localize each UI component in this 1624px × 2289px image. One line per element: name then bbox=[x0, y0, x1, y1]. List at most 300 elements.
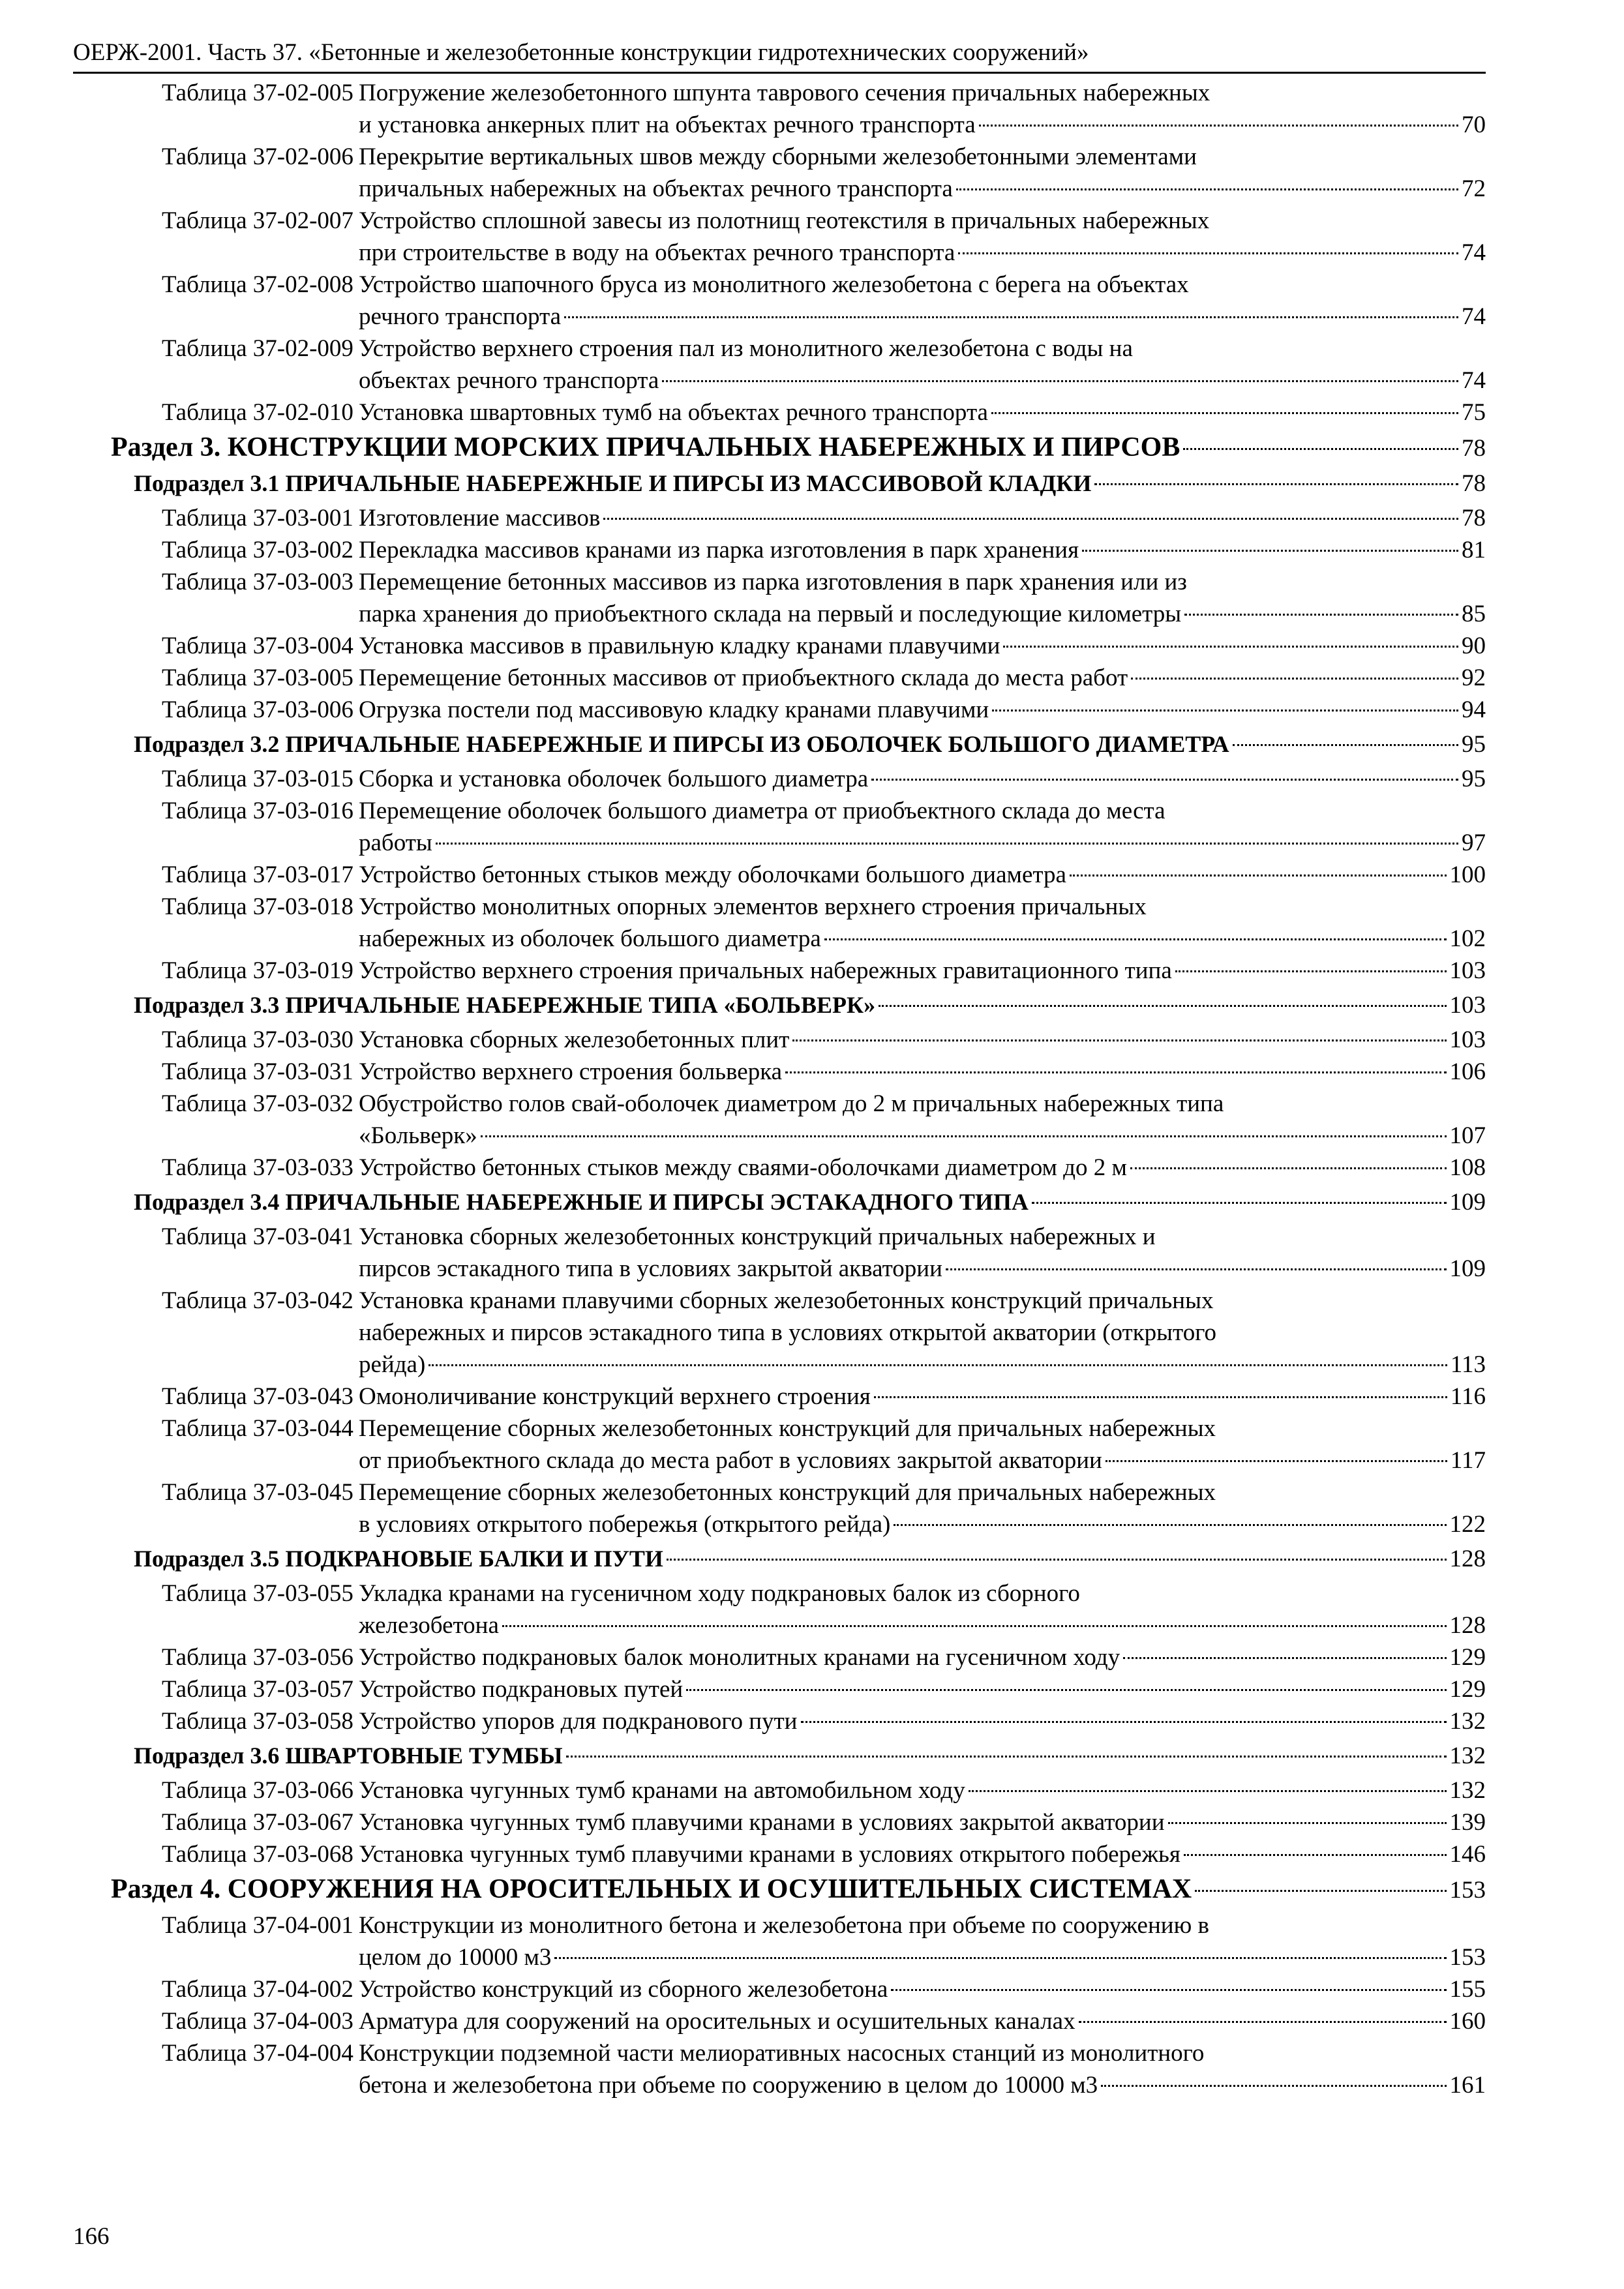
table-description bbox=[359, 2005, 1486, 2037]
table-number: Таблица 37-03-003 bbox=[162, 569, 353, 595]
page-ref: 74 bbox=[1462, 367, 1486, 394]
dot-leader bbox=[891, 1989, 1446, 1991]
dot-leader bbox=[667, 1559, 1447, 1561]
dot-leader bbox=[824, 938, 1447, 940]
table-description bbox=[359, 502, 1486, 534]
dot-leader bbox=[1184, 614, 1458, 616]
table-number: Таблица 37-03-030 bbox=[162, 1026, 353, 1053]
table-number: Таблица 37-02-009 bbox=[162, 335, 353, 362]
description-line: Сборка и установка оболочек большого диаметра bbox=[359, 766, 869, 792]
subsection-heading[interactable] bbox=[73, 1740, 1486, 1772]
dot-leader bbox=[991, 412, 1458, 414]
running-header: ОЕРЖ-2001. Часть 37. «Бетонные и железобетонные конструкции гидротехнических сооружений» bbox=[73, 39, 1089, 66]
description-line: Перемещение сборных железобетонных конструкций для причальных набережных bbox=[359, 1415, 1216, 1442]
description-line: Огрузка постели под массивовую кладку кранами плавучими bbox=[359, 696, 989, 723]
toc-line bbox=[359, 365, 1486, 396]
table-description bbox=[359, 859, 1486, 891]
page-ref: 106 bbox=[1449, 1058, 1486, 1085]
table-number: Таблица 37-03-001 bbox=[162, 505, 353, 531]
dot-leader bbox=[1070, 875, 1447, 876]
table-description bbox=[359, 763, 1486, 795]
description-line: причальных набережных на объектах речного транспорта bbox=[359, 175, 953, 202]
toc-line bbox=[359, 1381, 1486, 1413]
toc-entry[interactable] bbox=[73, 1024, 1486, 1056]
description-line: Устройство подкрановых балок монолитных кранами на гусеничном ходу bbox=[359, 1644, 1120, 1671]
description-line: железобетона bbox=[359, 1612, 499, 1639]
dot-leader bbox=[603, 518, 1458, 520]
table-description bbox=[359, 1774, 1486, 1806]
toc-line bbox=[359, 1056, 1486, 1088]
table-description bbox=[359, 1056, 1486, 1088]
toc-line bbox=[359, 1806, 1486, 1838]
toc-entry[interactable] bbox=[73, 502, 1486, 534]
table-description bbox=[359, 566, 1486, 630]
toc-line bbox=[359, 1349, 1486, 1381]
toc-line bbox=[359, 77, 1486, 109]
toc-line bbox=[111, 1874, 1486, 1906]
table-description bbox=[359, 1578, 1486, 1641]
table-number: Таблица 37-03-002 bbox=[162, 537, 353, 563]
table-number: Таблица 37-03-066 bbox=[162, 1777, 353, 1804]
toc-line bbox=[359, 630, 1486, 662]
table-number: Таблица 37-03-018 bbox=[162, 893, 353, 920]
toc-line bbox=[359, 2069, 1486, 2101]
toc-entry[interactable] bbox=[73, 859, 1486, 891]
section-title: Раздел 4. СООРУЖЕНИЯ НА ОРОСИТЕЛЬНЫХ И ОСУШИТЕЛЬНЫХ СИСТЕМАХ bbox=[111, 1874, 1192, 1904]
page-ref: 108 bbox=[1449, 1154, 1486, 1181]
toc-entry[interactable] bbox=[73, 1838, 1486, 1870]
page-ref: 109 bbox=[1449, 1255, 1486, 1282]
table-number: Таблица 37-02-010 bbox=[162, 399, 353, 426]
description-line: от приобъектного склада до места работ в условиях закрытой акватории bbox=[359, 1447, 1102, 1474]
description-line: объектах речного транспорта bbox=[359, 367, 659, 394]
toc-line bbox=[359, 859, 1486, 891]
description-line: Погружение железобетонного шпунта таврового сечения причальных набережных bbox=[359, 80, 1210, 106]
toc-line bbox=[359, 1285, 1486, 1317]
toc-line bbox=[359, 566, 1486, 598]
toc-entry[interactable] bbox=[73, 763, 1486, 795]
toc-line bbox=[359, 2005, 1486, 2037]
table-number: Таблица 37-03-016 bbox=[162, 798, 353, 824]
dot-leader bbox=[958, 252, 1458, 254]
table-number: Таблица 37-03-031 bbox=[162, 1058, 353, 1085]
dot-leader bbox=[879, 1005, 1446, 1007]
toc-line bbox=[359, 795, 1486, 827]
table-description bbox=[359, 1673, 1486, 1705]
toc-entry[interactable] bbox=[73, 1673, 1486, 1705]
subsection-heading[interactable] bbox=[73, 989, 1486, 1021]
toc-line bbox=[359, 1152, 1486, 1184]
page-ref: 139 bbox=[1449, 1809, 1486, 1836]
description-line: Перемещение бетонных массивов от приобъектного склада до места работ bbox=[359, 665, 1128, 691]
description-line: Перекладка массивов кранами из парка изготовления в парк хранения bbox=[359, 537, 1079, 563]
toc-line bbox=[359, 1641, 1486, 1673]
table-number: Таблица 37-02-005 bbox=[162, 80, 353, 106]
description-line: набережных и пирсов эстакадного типа в условиях открытой акватории (открытого bbox=[359, 1319, 1216, 1346]
toc-line bbox=[134, 989, 1486, 1021]
toc-entry[interactable] bbox=[73, 1705, 1486, 1737]
description-line: парка хранения до приобъектного склада на первый и последующие километры bbox=[359, 601, 1182, 627]
dot-leader bbox=[566, 1756, 1447, 1758]
subsection-title: Подраздел 3.1 ПРИЧАЛЬНЫЕ НАБЕРЕЖНЫЕ И ПИРСЫ ИЗ МАССИВОВОЙ КЛАДКИ bbox=[134, 470, 1092, 496]
dot-leader bbox=[979, 125, 1458, 127]
toc-entry[interactable] bbox=[73, 205, 1486, 269]
table-description bbox=[359, 1476, 1486, 1540]
toc-line bbox=[359, 1909, 1486, 1941]
page-ref: 128 bbox=[1449, 1546, 1486, 1572]
description-line: Арматура для сооружений на оросительных и осушительных каналах bbox=[359, 2008, 1075, 2035]
toc-line bbox=[359, 1088, 1486, 1120]
page-ref: 117 bbox=[1450, 1447, 1486, 1474]
table-description bbox=[359, 269, 1486, 333]
page-ref: 100 bbox=[1449, 861, 1486, 888]
page-ref: 129 bbox=[1449, 1644, 1486, 1671]
page-ref: 113 bbox=[1450, 1351, 1486, 1378]
page-ref: 132 bbox=[1449, 1743, 1486, 1769]
table-number: Таблица 37-02-006 bbox=[162, 143, 353, 170]
toc-line bbox=[359, 1253, 1486, 1285]
toc-entry[interactable] bbox=[73, 2037, 1486, 2101]
toc-entry[interactable] bbox=[73, 1578, 1486, 1641]
toc-entry[interactable] bbox=[73, 1973, 1486, 2005]
page-ref: 74 bbox=[1462, 303, 1486, 330]
page-ref: 109 bbox=[1449, 1189, 1486, 1216]
page-ref: 103 bbox=[1449, 1026, 1486, 1053]
table-description bbox=[359, 955, 1486, 987]
toc-entry[interactable] bbox=[73, 396, 1486, 428]
toc-line bbox=[359, 141, 1486, 173]
dot-leader bbox=[1082, 550, 1458, 552]
table-number: Таблица 37-03-041 bbox=[162, 1223, 353, 1250]
toc-line bbox=[359, 1444, 1486, 1476]
toc-line bbox=[359, 1221, 1486, 1253]
page-ref: 116 bbox=[1450, 1383, 1486, 1410]
toc-entry[interactable] bbox=[73, 534, 1486, 566]
table-description bbox=[359, 1221, 1486, 1285]
page-ref: 129 bbox=[1449, 1676, 1486, 1703]
page-ref: 103 bbox=[1449, 992, 1486, 1019]
toc-entry[interactable] bbox=[73, 1285, 1486, 1381]
toc-entry[interactable] bbox=[73, 77, 1486, 141]
table-number: Таблица 37-03-068 bbox=[162, 1841, 353, 1868]
table-description bbox=[359, 2037, 1486, 2101]
toc-line bbox=[359, 827, 1486, 859]
toc-entry[interactable] bbox=[73, 1806, 1486, 1838]
dot-leader bbox=[662, 380, 1458, 382]
dot-leader bbox=[1184, 1854, 1447, 1856]
description-line: в условиях открытого побережья (открытого рейда) bbox=[359, 1511, 891, 1538]
description-line: Установка сборных железобетонных плит bbox=[359, 1026, 790, 1053]
page-ref: 74 bbox=[1462, 239, 1486, 266]
toc-line bbox=[359, 1941, 1486, 1973]
toc-line bbox=[111, 432, 1486, 464]
subsection-heading[interactable] bbox=[73, 1186, 1486, 1218]
table-description bbox=[359, 1285, 1486, 1381]
table-number: Таблица 37-03-017 bbox=[162, 861, 353, 888]
table-number: Таблица 37-03-045 bbox=[162, 1479, 353, 1506]
table-number: Таблица 37-04-002 bbox=[162, 1976, 353, 2003]
dot-leader bbox=[1130, 1167, 1447, 1169]
table-description bbox=[359, 77, 1486, 141]
toc-line bbox=[359, 1317, 1486, 1349]
description-line: Устройство шапочного бруса из монолитного железобетона с берега на объектах bbox=[359, 271, 1189, 298]
toc-line bbox=[359, 955, 1486, 987]
toc-line bbox=[359, 2037, 1486, 2069]
table-number: Таблица 37-04-001 bbox=[162, 1912, 353, 1939]
description-line: Конструкции из монолитного бетона и железобетона при объеме по сооружению в bbox=[359, 1912, 1209, 1939]
page-ref: 78 bbox=[1462, 435, 1486, 462]
toc-line bbox=[359, 694, 1486, 726]
description-line: Изготовление массивов bbox=[359, 505, 601, 531]
description-line: Устройство верхнего строения больверка bbox=[359, 1058, 783, 1085]
dot-leader bbox=[1175, 970, 1447, 972]
description-line: работы bbox=[359, 830, 432, 856]
toc-entry[interactable] bbox=[73, 269, 1486, 333]
subsection-heading[interactable] bbox=[73, 1543, 1486, 1575]
toc-line bbox=[359, 205, 1486, 237]
table-number: Таблица 37-02-007 bbox=[162, 207, 353, 234]
description-line: Установка чугунных тумб плавучими кранами в условиях закрытой акватории bbox=[359, 1809, 1165, 1836]
page-ref: 107 bbox=[1449, 1122, 1486, 1149]
toc-entry[interactable] bbox=[73, 955, 1486, 987]
page-ref: 78 bbox=[1462, 505, 1486, 531]
dot-leader bbox=[1079, 2021, 1447, 2023]
table-number: Таблица 37-03-015 bbox=[162, 766, 353, 792]
dot-leader bbox=[502, 1625, 1447, 1627]
description-line: Перемещение оболочек большого диаметра от приобъектного склада до места bbox=[359, 798, 1165, 824]
page-ref: 90 bbox=[1462, 633, 1486, 659]
table-description bbox=[359, 630, 1486, 662]
page-ref: 146 bbox=[1449, 1841, 1486, 1868]
description-line: Устройство монолитных опорных элементов верхнего строения причальных bbox=[359, 893, 1147, 920]
description-line: Установка массивов в правильную кладку кранами плавучими bbox=[359, 633, 1000, 659]
section-title: Раздел 3. КОНСТРУКЦИИ МОРСКИХ ПРИЧАЛЬНЫХ НАБЕРЕЖНЫХ И ПИРСОВ bbox=[111, 432, 1180, 462]
toc-entry[interactable] bbox=[73, 795, 1486, 859]
description-line: бетона и железобетона при объеме по сооружению в целом до 10000 м3 bbox=[359, 2072, 1098, 2099]
toc-line bbox=[359, 1578, 1486, 1609]
description-line: рейда) bbox=[359, 1351, 426, 1378]
toc-line bbox=[359, 763, 1486, 795]
dot-leader bbox=[792, 1040, 1446, 1041]
description-line: Установка чугунных тумб кранами на автомобильном ходу bbox=[359, 1777, 965, 1804]
toc-line bbox=[359, 1673, 1486, 1705]
table-description bbox=[359, 1641, 1486, 1673]
description-line: и установка анкерных плит на объектах речного транспорта bbox=[359, 112, 976, 138]
toc-entry[interactable] bbox=[73, 1221, 1486, 1285]
description-line: Устройство подкрановых путей bbox=[359, 1676, 684, 1703]
dot-leader bbox=[1233, 744, 1458, 746]
table-description bbox=[359, 333, 1486, 396]
dot-leader bbox=[429, 1364, 1447, 1366]
page-number: 166 bbox=[73, 2223, 110, 2250]
toc-line bbox=[134, 1740, 1486, 1772]
toc-entry[interactable] bbox=[73, 1774, 1486, 1806]
table-description bbox=[359, 1152, 1486, 1184]
dot-leader bbox=[1195, 1890, 1446, 1892]
subsection-title: Подраздел 3.5 ПОДКРАНОВЫЕ БАЛКИ И ПУТИ bbox=[134, 1546, 663, 1572]
subsection-title: Подраздел 3.6 ШВАРТОВНЫЕ ТУМБЫ bbox=[134, 1743, 563, 1769]
table-description bbox=[359, 1381, 1486, 1413]
table-description bbox=[359, 1973, 1486, 2005]
dot-leader bbox=[436, 843, 1458, 845]
table-description bbox=[359, 891, 1486, 955]
page-ref: 72 bbox=[1462, 175, 1486, 202]
toc-entry[interactable] bbox=[73, 1381, 1486, 1413]
table-number: Таблица 37-03-032 bbox=[162, 1090, 353, 1117]
table-number: Таблица 37-03-055 bbox=[162, 1580, 353, 1607]
toc-line bbox=[359, 333, 1486, 365]
description-line: речного транспорта bbox=[359, 303, 562, 330]
toc-entry[interactable] bbox=[73, 566, 1486, 630]
toc-entry[interactable] bbox=[73, 333, 1486, 396]
table-number: Таблица 37-03-044 bbox=[162, 1415, 353, 1442]
dot-leader bbox=[1105, 1460, 1447, 1462]
page-ref: 70 bbox=[1462, 112, 1486, 138]
subsection-title: Подраздел 3.4 ПРИЧАЛЬНЫЕ НАБЕРЕЖНЫЕ И ПИРСЫ ЭСТАКАДНОГО ТИПА bbox=[134, 1189, 1029, 1215]
toc-line bbox=[359, 1609, 1486, 1641]
page-ref: 94 bbox=[1462, 696, 1486, 723]
page-ref: 161 bbox=[1449, 2072, 1486, 2099]
table-description bbox=[359, 1909, 1486, 1973]
dot-leader bbox=[554, 1957, 1446, 1959]
table-number: Таблица 37-04-003 bbox=[162, 2008, 353, 2035]
dot-leader bbox=[1183, 448, 1458, 450]
section-heading[interactable] bbox=[73, 432, 1486, 464]
toc-line bbox=[359, 1705, 1486, 1737]
dot-leader bbox=[564, 316, 1458, 318]
description-line: Устройство сплошной завесы из полотнищ геотекстиля в причальных набережных bbox=[359, 207, 1210, 234]
dot-leader bbox=[1003, 646, 1458, 648]
table-description bbox=[359, 1413, 1486, 1476]
subsection-heading[interactable] bbox=[73, 728, 1486, 760]
page-ref: 153 bbox=[1449, 1944, 1486, 1971]
table-number: Таблица 37-03-056 bbox=[162, 1644, 353, 1671]
description-line: Устройство верхнего строения причальных набережных гравитационного типа bbox=[359, 957, 1172, 984]
dot-leader bbox=[801, 1721, 1447, 1723]
dot-leader bbox=[1032, 1202, 1447, 1204]
toc-line bbox=[359, 923, 1486, 955]
toc-entry[interactable] bbox=[73, 662, 1486, 694]
dot-leader bbox=[1131, 678, 1458, 680]
page-ref: 160 bbox=[1449, 2008, 1486, 2035]
toc-line bbox=[359, 269, 1486, 301]
description-line: Перемещение бетонных массивов из парка изготовления в парк хранения или из bbox=[359, 569, 1187, 595]
page-ref: 85 bbox=[1462, 601, 1486, 627]
description-line: Устройство упоров для подкранового пути bbox=[359, 1708, 798, 1735]
toc-line bbox=[359, 598, 1486, 630]
toc-line bbox=[359, 1838, 1486, 1870]
toc-line bbox=[359, 109, 1486, 141]
toc-entry[interactable] bbox=[73, 1641, 1486, 1673]
page-ref: 92 bbox=[1462, 665, 1486, 691]
table-description bbox=[359, 1088, 1486, 1152]
toc-entry[interactable] bbox=[73, 1152, 1486, 1184]
description-line: целом до 10000 м3 bbox=[359, 1944, 552, 1971]
dot-leader bbox=[894, 1524, 1446, 1526]
page-ref: 75 bbox=[1462, 399, 1486, 426]
description-line: Укладка кранами на гусеничном ходу подкрановых балок из сборного bbox=[359, 1580, 1080, 1607]
header-rule bbox=[73, 72, 1486, 74]
dot-leader bbox=[481, 1135, 1447, 1137]
toc-entry[interactable] bbox=[73, 1909, 1486, 1973]
page-ref: 78 bbox=[1462, 470, 1486, 497]
dot-leader bbox=[956, 188, 1458, 190]
table-description bbox=[359, 795, 1486, 859]
table-number: Таблица 37-03-033 bbox=[162, 1154, 353, 1181]
page-ref: 81 bbox=[1462, 537, 1486, 563]
table-description bbox=[359, 205, 1486, 269]
table-number: Таблица 37-03-043 bbox=[162, 1383, 353, 1410]
toc-entry[interactable] bbox=[73, 1413, 1486, 1476]
subsection-title: Подраздел 3.2 ПРИЧАЛЬНЫЕ НАБЕРЕЖНЫЕ И ПИРСЫ ИЗ ОБОЛОЧЕК БОЛЬШОГО ДИАМЕТРА bbox=[134, 731, 1229, 757]
toc-entry[interactable] bbox=[73, 1476, 1486, 1540]
dot-leader bbox=[1168, 1822, 1447, 1824]
toc-entry[interactable] bbox=[73, 630, 1486, 662]
page-ref: 102 bbox=[1449, 925, 1486, 952]
description-line: набережных из оболочек большого диаметра bbox=[359, 925, 821, 952]
dot-leader bbox=[871, 779, 1458, 781]
toc-line bbox=[359, 237, 1486, 269]
toc-line bbox=[359, 1024, 1486, 1056]
description-line: Устройство конструкций из сборного железобетона bbox=[359, 1976, 888, 2003]
toc-line bbox=[134, 468, 1486, 500]
table-number: Таблица 37-03-067 bbox=[162, 1809, 353, 1836]
table-description bbox=[359, 396, 1486, 428]
toc-entry[interactable] bbox=[73, 694, 1486, 726]
toc-line bbox=[359, 396, 1486, 428]
description-line: при строительстве в воду на объектах речного транспорта bbox=[359, 239, 955, 266]
table-number: Таблица 37-02-008 bbox=[162, 271, 353, 298]
subsection-heading[interactable] bbox=[73, 468, 1486, 500]
toc-entry[interactable] bbox=[73, 891, 1486, 955]
toc-line bbox=[359, 891, 1486, 923]
dot-leader bbox=[1101, 2085, 1446, 2087]
table-number: Таблица 37-03-004 bbox=[162, 633, 353, 659]
table-number: Таблица 37-03-058 bbox=[162, 1708, 353, 1735]
table-number: Таблица 37-03-005 bbox=[162, 665, 353, 691]
toc-line bbox=[134, 1543, 1486, 1575]
subsection-title: Подраздел 3.3 ПРИЧАЛЬНЫЕ НАБЕРЕЖНЫЕ ТИПА «БОЛЬВЕРК» bbox=[134, 992, 876, 1018]
toc-entry[interactable] bbox=[73, 141, 1486, 205]
description-line: Перемещение сборных железобетонных конструкций для причальных набережных bbox=[359, 1479, 1216, 1506]
toc-line bbox=[359, 1508, 1486, 1540]
toc-entry[interactable] bbox=[73, 1056, 1486, 1088]
toc-entry[interactable] bbox=[73, 2005, 1486, 2037]
description-line: Устройство бетонных стыков между сваями-оболочками диаметром до 2 м bbox=[359, 1154, 1127, 1181]
description-line: Конструкции подземной части мелиоративных насосных станций из монолитного bbox=[359, 2040, 1205, 2067]
toc-line bbox=[359, 1973, 1486, 2005]
toc-line bbox=[359, 1774, 1486, 1806]
toc-line bbox=[359, 1120, 1486, 1152]
table-description bbox=[359, 534, 1486, 566]
page-ref: 128 bbox=[1449, 1612, 1486, 1639]
table-number: Таблица 37-03-042 bbox=[162, 1287, 353, 1314]
toc-line bbox=[359, 662, 1486, 694]
toc-line bbox=[359, 173, 1486, 205]
table-description bbox=[359, 1838, 1486, 1870]
toc-line bbox=[359, 502, 1486, 534]
page-ref: 122 bbox=[1449, 1511, 1486, 1538]
toc-entry[interactable] bbox=[73, 1088, 1486, 1152]
section-heading[interactable] bbox=[73, 1874, 1486, 1906]
dot-leader bbox=[946, 1268, 1447, 1270]
dot-leader bbox=[992, 710, 1458, 711]
description-line: Установка кранами плавучими сборных железобетонных конструкций причальных bbox=[359, 1287, 1214, 1314]
page-ref: 153 bbox=[1449, 1877, 1486, 1904]
dot-leader bbox=[1123, 1657, 1446, 1659]
toc-line bbox=[359, 301, 1486, 333]
page-ref: 155 bbox=[1449, 1976, 1486, 2003]
